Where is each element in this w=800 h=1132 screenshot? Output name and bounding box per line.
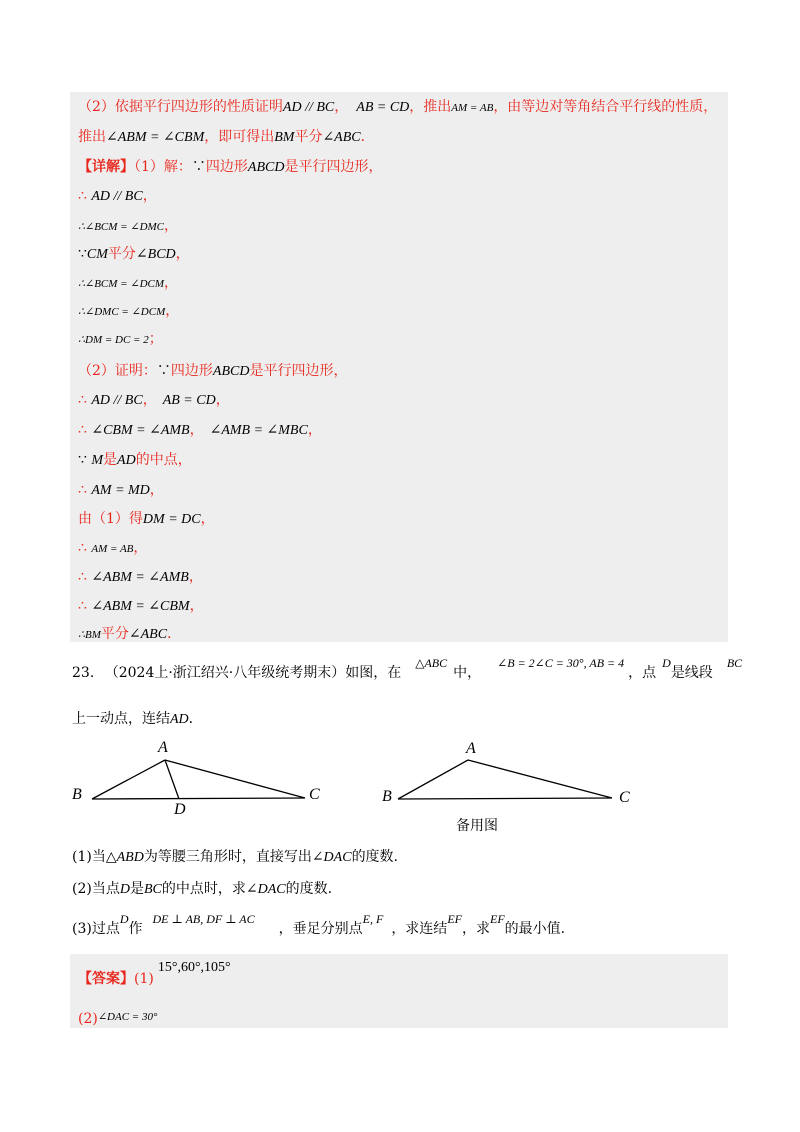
fig2-label-b: B [382,788,392,805]
subquestion-2: (2)当点D是BC的中点时，求∠DAC的度数. [72,881,333,897]
step1-5: ∴∠DMC = ∠DCM， [78,303,180,319]
hint-line-2: 推出∠ABM = ∠CBM，即可得出BM平分∠ABC． [78,129,375,145]
figure-2 [398,760,612,799]
fig1-label-c: C [309,786,320,803]
fig2-caption: 备用图 [456,818,498,834]
subquestion-1: (1)当△ABD为等腰三角形时，直接写出∠DAC的度数. [72,849,399,865]
fig2-label-c: C [619,789,630,806]
answer-line-2: $(2)^{\angle DAC = 30^\circ}$ [78,1011,158,1027]
fig2-segment-ac [468,760,612,798]
step2-5: 由（1）得DM = DC， [78,511,215,527]
fig1-label-a: A [158,739,168,756]
step1-3: ∵CM平分∠BCD， [78,246,190,262]
fig2-label-a: A [466,740,476,757]
fig1-label-d: D [174,801,186,818]
step2-1: ∴ AD // BC， AB = CD， [78,392,230,408]
fig1-segment-ad [165,760,179,799]
fig2-segment-bc [398,798,612,799]
step2-9: ∴BM平分∠ABC． [78,626,182,642]
step2-3: ∵ M是AD的中点， [78,452,192,468]
fig1-segment-bc [92,798,305,799]
step1-2: ∴∠BCM = ∠DMC， [78,218,179,234]
step1-6: ∴DM = DC = 2； [78,331,163,347]
question-line-2: 上一动点，连结AD． [72,711,203,727]
answer-line-1: 【答案】(1)15°,60°,105° [78,960,231,987]
fig1-label-b: B [72,786,82,803]
proof-intro: （2）证明：∵四边形ABCD是平行四边形， [78,363,348,379]
fig1-segment-ba [92,760,165,799]
fig1-segment-ac [165,760,305,798]
figure-1 [92,760,305,799]
subquestion-3: (3)过点D作DE ⊥ AB, DF ⊥ AC，垂足分别点E, F，求连结EF，求EF的最小值. [72,912,566,937]
step2-8: ∴ ∠ABM = ∠CBM， [78,598,204,614]
step1-1: ∴ AD // BC， [78,188,157,204]
hint-line-1: （2）依据平行四边形的性质证明AD // BC， AB = CD，推出AM = AB，由等边对等角结合平行线的性质， [78,99,718,115]
step2-2: ∴ ∠CBM = ∠AMB， ∠AMB = ∠MBC， [78,422,322,438]
detail-intro: 【详解】（1）解：∵四边形ABCD是平行四边形， [78,159,383,175]
step2-6: ∴ AM = AB， [78,540,148,556]
fig2-segment-ba [398,760,468,799]
step1-4: ∴∠BCM = ∠DCM， [78,275,179,291]
step2-7: ∴ ∠ABM = ∠AMB， [78,569,203,585]
step2-4: ∴ AM = MD， [78,482,164,498]
question-line-1: 23. （2024上·浙江绍兴·八年级统考期末）如图，在△ABC中，∠B = 2∠C = 30°, AB = 4，点D是线段BC [72,656,743,681]
